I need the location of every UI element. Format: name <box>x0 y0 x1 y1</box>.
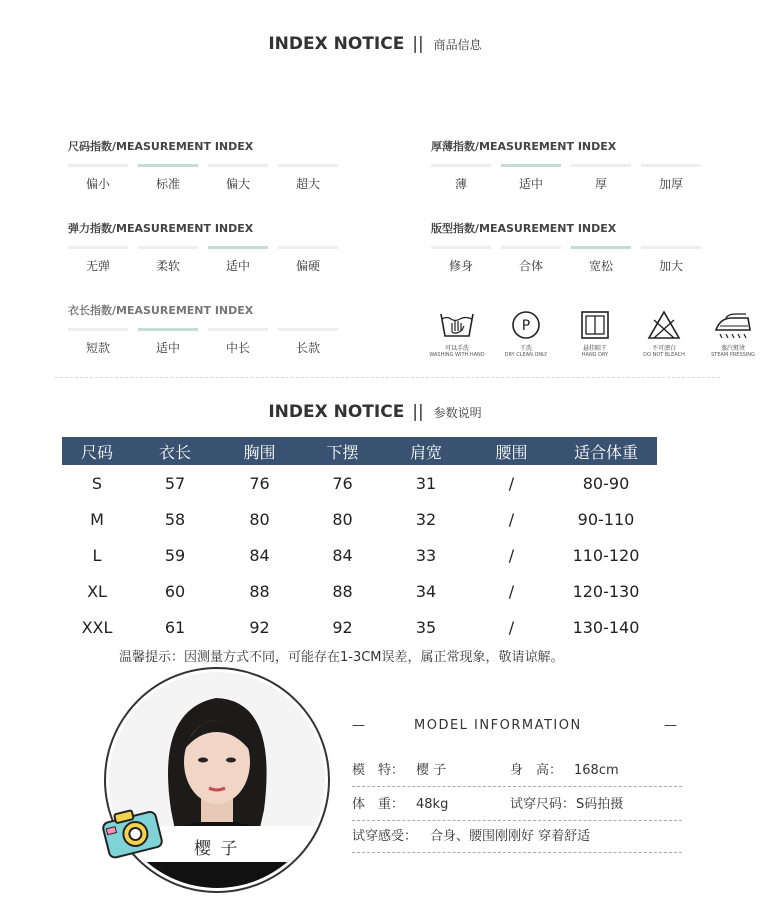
index-option-label: 厚 <box>594 177 607 191</box>
index-option-bar <box>68 328 128 331</box>
weight-label: 体 重： <box>352 797 405 812</box>
table-cell: M <box>90 509 104 529</box>
index-option-label: 无弹 <box>85 259 110 273</box>
care-label-cn: 不可漂白 <box>651 345 676 352</box>
index-option-bar <box>501 164 561 167</box>
section-divider <box>55 377 720 378</box>
table-cell: 80 <box>332 509 353 529</box>
heading-title: INDEX NOTICE <box>268 34 405 54</box>
index-option-bar <box>431 246 491 249</box>
table-cell: 88 <box>249 581 270 601</box>
measurement-index-block <box>431 220 701 274</box>
index-option-bar <box>431 164 491 167</box>
index-option <box>208 164 268 192</box>
index-option <box>501 246 561 274</box>
care-item-steam-press <box>702 310 764 358</box>
table-cell: / <box>508 473 515 493</box>
index-option-bar <box>641 246 701 249</box>
size-table-column-header: 肩宽 <box>384 437 468 465</box>
size-table-column-header: 尺码 <box>62 437 132 465</box>
index-option-bar <box>501 246 561 249</box>
model-info-row <box>352 756 682 787</box>
index-option-bar <box>138 246 198 249</box>
table-cell: 110-120 <box>572 545 640 565</box>
size-table-header <box>62 437 657 465</box>
model-name-tag: 樱 子 <box>194 839 240 859</box>
table-cell: 32 <box>415 509 437 529</box>
index-option <box>571 164 631 192</box>
index-option-label: 薄 <box>454 177 467 191</box>
heading-subtitle: 商品信息 <box>433 38 482 52</box>
height-value: 168cm <box>574 763 619 778</box>
model-photo-area <box>86 670 348 900</box>
index-title: 弹力指数/MEASUREMENT INDEX <box>68 222 254 235</box>
index-option-bar <box>278 164 338 167</box>
index-option-label: 合体 <box>518 259 543 273</box>
weight-value: 48kg <box>416 797 449 812</box>
dry-clean-icon <box>508 310 544 340</box>
care-label-cn: 干洗 <box>519 345 532 352</box>
index-option-bar <box>138 164 198 167</box>
size-label: 试穿尺码： <box>510 797 576 812</box>
index-option-bar <box>208 328 268 331</box>
size-table-column-header: 胸围 <box>218 437 301 465</box>
index-option-label: 标准 <box>155 177 180 191</box>
model-portrait <box>86 670 348 900</box>
feel-label: 试穿感受： <box>352 829 418 844</box>
table-cell: L <box>92 545 102 565</box>
index-option-selected <box>571 246 631 274</box>
index-title: 衣长指数/MEASUREMENT INDEX <box>68 304 254 317</box>
table-cell: 80-90 <box>582 473 630 493</box>
index-options <box>68 164 338 192</box>
index-option <box>431 246 491 274</box>
size-table-column-header: 腰围 <box>468 437 555 465</box>
param-info-heading <box>0 402 750 422</box>
steam-press-icon <box>712 310 754 340</box>
heading-subtitle: 参数说明 <box>433 406 482 420</box>
index-options <box>431 246 701 274</box>
table-cell: XXL <box>81 617 113 637</box>
index-option-label: 加大 <box>658 259 683 273</box>
table-cell: / <box>508 545 515 565</box>
index-option-bar <box>641 164 701 167</box>
table-cell: 59 <box>164 545 186 565</box>
measurement-index-block <box>68 220 338 274</box>
index-option-selected <box>208 246 268 274</box>
table-row <box>62 609 657 645</box>
care-label-cn: 可以手洗 <box>444 345 469 352</box>
index-option-bar <box>68 246 128 249</box>
heading-separator: || <box>412 402 424 422</box>
size-value: S码拍摄 <box>576 797 624 812</box>
care-label-en: STEAM PRESSING <box>711 352 755 358</box>
dash-right: — <box>664 718 677 733</box>
table-row <box>62 537 657 573</box>
size-table-column-header: 衣长 <box>132 437 218 465</box>
table-cell: S <box>91 473 103 493</box>
index-option <box>278 328 338 356</box>
index-option-bar <box>68 164 128 167</box>
measurement-tip: 温馨提示：因测量方式不同，可能存在1-3CM误差，属正常现象，敬请谅解。 <box>119 650 564 665</box>
table-cell: 130-140 <box>572 617 640 637</box>
table-row <box>62 465 657 501</box>
dash-left: — <box>352 718 365 733</box>
index-options <box>68 328 338 356</box>
index-option-label: 修身 <box>448 259 473 273</box>
index-option <box>68 246 128 274</box>
model-label: 模 特： <box>352 763 405 778</box>
index-option-label: 宽松 <box>588 259 613 273</box>
index-option-label: 短款 <box>85 341 110 355</box>
table-cell: 76 <box>249 473 270 493</box>
index-option-label: 适中 <box>225 259 250 273</box>
index-option <box>641 164 701 192</box>
product-info-heading <box>0 34 750 54</box>
index-option <box>68 164 128 192</box>
index-option-bar <box>278 246 338 249</box>
table-cell: / <box>508 509 515 529</box>
table-cell: 90-110 <box>577 509 635 529</box>
index-option <box>278 246 338 274</box>
index-option-label: 偏小 <box>85 177 110 191</box>
table-cell: 31 <box>415 473 437 493</box>
index-options <box>68 246 338 274</box>
index-option <box>138 246 198 274</box>
index-option-label: 适中 <box>518 177 543 191</box>
index-option-selected <box>138 164 198 192</box>
care-item-hang-dry <box>564 310 626 358</box>
heading-title: INDEX NOTICE <box>268 402 405 422</box>
table-cell: 61 <box>164 617 186 637</box>
size-table-body <box>62 465 657 645</box>
care-label-en: DO NOT BLEACH <box>643 352 685 358</box>
index-option-bar <box>138 328 198 331</box>
table-cell: / <box>508 617 515 637</box>
no-bleach-icon <box>646 310 682 340</box>
table-cell: 57 <box>164 473 186 493</box>
care-instructions <box>426 310 764 358</box>
table-cell: 92 <box>332 617 353 637</box>
care-label-en: DRY CLEAN ONLY <box>504 352 548 358</box>
index-option <box>208 328 268 356</box>
model-value: 樱 子 <box>416 763 447 778</box>
model-info-title: MODEL INFORMATION <box>414 718 582 733</box>
table-cell: 80 <box>249 509 270 529</box>
hand-wash-icon <box>439 310 475 340</box>
care-label-en: HANG DRY <box>581 352 609 358</box>
table-cell: 92 <box>249 617 270 637</box>
index-option-label: 加厚 <box>658 177 683 191</box>
index-option-selected <box>138 328 198 356</box>
index-title: 尺码指数/MEASUREMENT INDEX <box>68 140 254 153</box>
index-option-label: 适中 <box>155 341 180 355</box>
table-cell: XL <box>87 581 107 601</box>
index-option-label: 偏硬 <box>295 259 320 273</box>
model-info-header <box>352 718 682 738</box>
index-option <box>278 164 338 192</box>
care-item-hand-wash <box>426 310 488 358</box>
model-info-row <box>352 790 682 821</box>
index-option-label: 柔软 <box>155 259 180 273</box>
size-table <box>62 437 657 645</box>
height-label: 身 高： <box>510 763 563 778</box>
care-label-cn: 悬挂晾干 <box>582 345 607 352</box>
table-cell: 34 <box>415 581 437 601</box>
heading-separator: || <box>412 34 424 54</box>
size-table-column-header: 下摆 <box>301 437 384 465</box>
table-cell: 84 <box>249 545 270 565</box>
table-row <box>62 573 657 609</box>
index-title: 厚薄指数/MEASUREMENT INDEX <box>431 140 617 153</box>
index-option-bar <box>571 246 631 249</box>
table-cell: 88 <box>332 581 353 601</box>
table-cell: / <box>508 581 515 601</box>
care-label-en: WASHING WITH HAND <box>429 352 485 358</box>
index-title: 版型指数/MEASUREMENT INDEX <box>431 222 617 235</box>
index-option-bar <box>208 164 268 167</box>
table-cell: 76 <box>332 473 353 493</box>
care-item-no-bleach <box>633 310 695 358</box>
index-option-label: 中长 <box>225 341 250 355</box>
table-cell: 33 <box>415 545 437 565</box>
dry-clean-symbol: P <box>521 318 531 334</box>
index-option <box>641 246 701 274</box>
index-option-label: 偏大 <box>225 177 250 191</box>
care-label-cn: 蒸汽熨烫 <box>720 345 745 352</box>
care-item-dry-clean <box>495 310 557 358</box>
table-cell: 35 <box>415 617 437 637</box>
index-option-bar <box>208 246 268 249</box>
model-info-row <box>352 822 682 853</box>
table-cell: 60 <box>164 581 186 601</box>
hang-dry-icon <box>577 310 613 340</box>
measurement-index-block <box>68 302 338 356</box>
index-option-bar <box>278 328 338 331</box>
index-option-bar <box>571 164 631 167</box>
index-option-label: 超大 <box>295 177 320 191</box>
table-row <box>62 501 657 537</box>
feel-value: 合身、腰围刚刚好 穿着舒适 <box>430 829 591 844</box>
index-option <box>431 164 491 192</box>
size-table-column-header: 适合体重 <box>555 437 657 465</box>
index-option <box>68 328 128 356</box>
index-option-label: 长款 <box>295 341 320 355</box>
index-options <box>431 164 701 192</box>
index-option-selected <box>501 164 561 192</box>
table-cell: 120-130 <box>572 581 640 601</box>
table-cell: 84 <box>332 545 353 565</box>
table-cell: 58 <box>164 509 186 529</box>
measurement-index-block <box>68 138 338 192</box>
measurement-index-block <box>431 138 701 192</box>
